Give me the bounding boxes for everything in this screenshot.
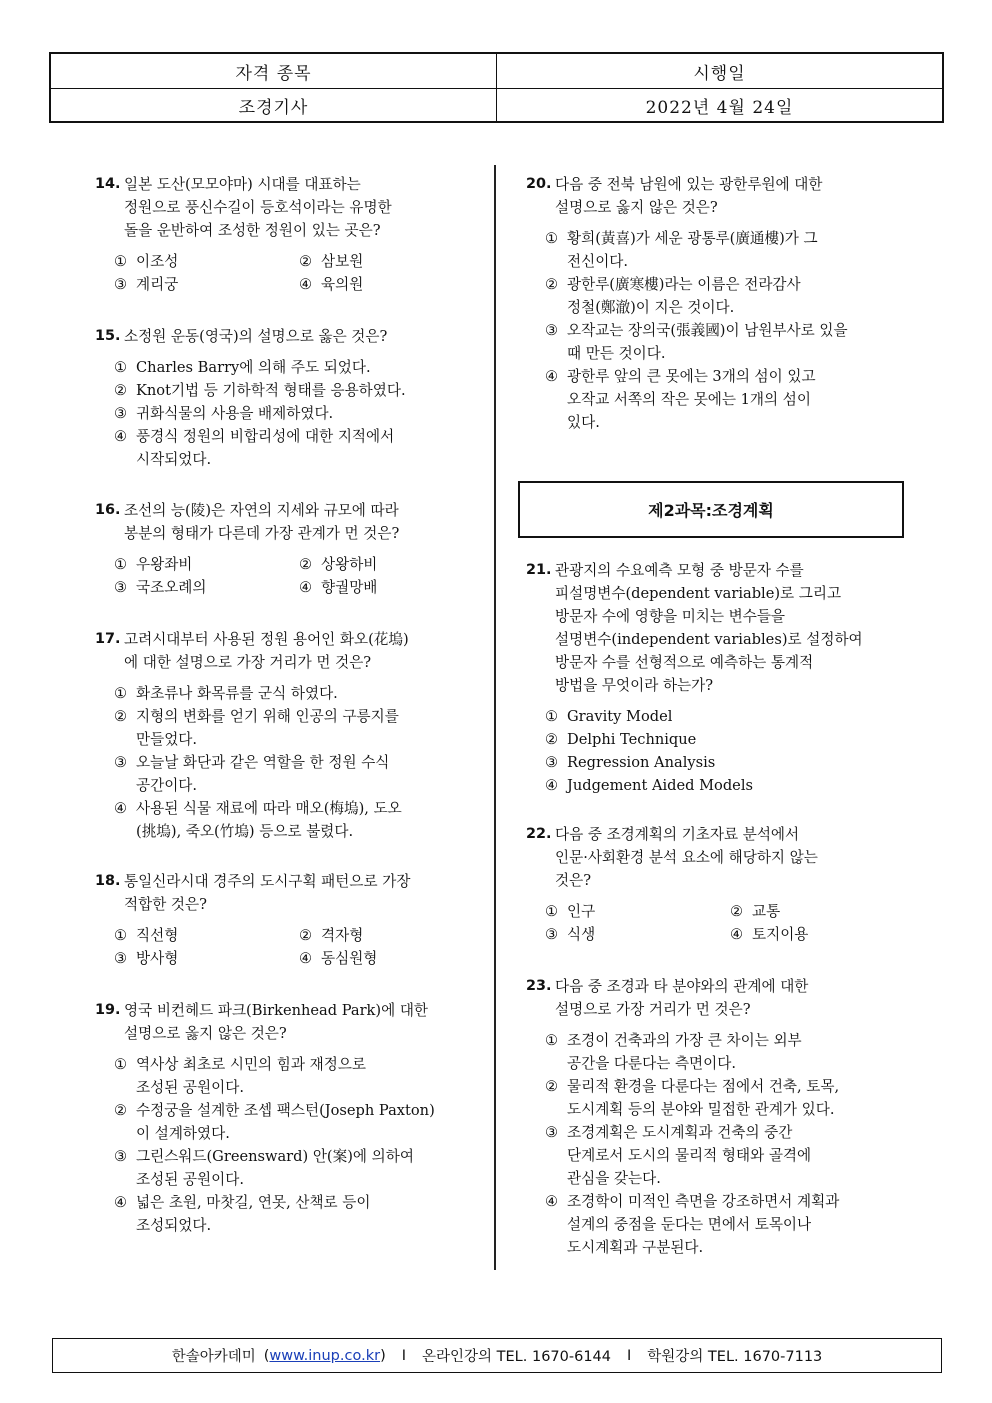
option-marker: ②: [730, 903, 744, 920]
answer-option[interactable]: [545, 1121, 911, 1190]
option-text-line: 정철(鄭澈)이 지은 것이다.: [567, 299, 735, 316]
question-stem-line: 설명으로 옳지 않은 것은?: [124, 1025, 287, 1042]
answer-option[interactable]: [114, 273, 299, 296]
option-text-line: 조경계획은 도시계획과 건축의 중간: [567, 1124, 793, 1141]
question-stem-line: 에 대한 설명으로 가장 거리가 먼 것은?: [124, 654, 372, 671]
footer-offline-phone: 학원강의 TEL. 1670-7113: [647, 1349, 823, 1365]
option-text: 격자형: [321, 927, 364, 944]
answer-option[interactable]: [114, 1145, 480, 1191]
option-marker: ①: [114, 253, 128, 270]
answer-options: [526, 1029, 911, 1259]
option-text-line: 관심을 갖는다.: [567, 1170, 661, 1187]
answer-option[interactable]: [299, 947, 484, 970]
question-stem: [95, 499, 480, 545]
question-stem-line: 통일신라시대 경주의 도시구획 패턴으로 가장: [124, 873, 411, 890]
question-stem-line: 인문·사회환경 분석 요소에 해당하지 않는: [555, 849, 818, 866]
answer-option[interactable]: [114, 705, 480, 751]
option-text: 삼보원: [321, 253, 364, 270]
answer-option[interactable]: [114, 797, 480, 843]
option-text-line: 이 설계하였다.: [136, 1125, 230, 1142]
question-stem-line: 조선의 능(陵)은 자연의 지세와 규모에 따라: [124, 502, 399, 519]
option-text-line: 있다.: [567, 414, 600, 431]
answer-option[interactable]: [545, 1190, 911, 1259]
answer-option[interactable]: [299, 250, 484, 273]
option-text: 식생: [567, 926, 596, 943]
answer-option[interactable]: [114, 751, 480, 797]
option-text-line: 조성되었다.: [136, 1217, 212, 1234]
option-marker: ②: [114, 708, 128, 725]
answer-option[interactable]: [114, 924, 299, 947]
option-marker: ①: [114, 685, 128, 702]
option-marker: ④: [730, 926, 744, 943]
answer-option[interactable]: [545, 900, 730, 923]
question-number: 17.: [95, 631, 121, 647]
option-text-line: 오늘날 화단과 같은 역할을 한 정원 수식: [136, 754, 390, 771]
question-stem: [526, 559, 911, 697]
option-marker: ④: [114, 800, 128, 817]
question-stem: [95, 870, 480, 916]
question-17: [95, 628, 480, 843]
answer-option[interactable]: [545, 319, 911, 365]
option-text-line: 물리적 환경을 다룬다는 점에서 건축, 토목,: [567, 1078, 840, 1095]
question-stem-line: 봉분의 형태가 다른데 가장 관계가 먼 것은?: [124, 525, 400, 542]
option-text-line: 전신이다.: [567, 253, 629, 270]
option-text-line: 설계의 중점을 둔다는 면에서 토목이나: [567, 1216, 812, 1233]
question-number: 16.: [95, 502, 121, 518]
option-text-line: 화초류나 화목류를 군식 하였다.: [136, 685, 338, 702]
answer-options: [526, 227, 911, 434]
question-stem-line: 정원으로 풍신수길이 등호석이라는 유명한: [124, 199, 392, 216]
option-marker: ④: [545, 1193, 559, 1210]
answer-option[interactable]: [545, 728, 911, 751]
answer-option[interactable]: [545, 923, 730, 946]
question-stem-line: 설명변수(independent variables)로 설정하여: [555, 631, 863, 648]
option-text-line: 오작교 서쪽의 작은 못에는 1개의 섬이: [567, 391, 811, 408]
option-marker: ①: [545, 708, 559, 725]
option-marker: ③: [545, 754, 559, 771]
answer-option[interactable]: [114, 425, 480, 471]
option-marker: ②: [299, 927, 313, 944]
answer-option[interactable]: [114, 553, 299, 576]
question-stem: [95, 325, 480, 348]
option-text-line: 도시계획과 구분된다.: [567, 1239, 704, 1256]
answer-option[interactable]: [730, 900, 915, 923]
question-stem-line: 영국 비컨헤드 파크(Birkenhead Park)에 대한: [124, 1002, 429, 1019]
question-stem-line: 다음 중 전북 남원에 있는 광한루원에 대한: [555, 176, 823, 193]
question-stem-line: 피설명변수(dependent variable)로 그리고: [555, 585, 842, 602]
option-text-line: 지형의 변화를 얻기 위해 인공의 구릉지를: [136, 708, 399, 725]
option-text: 국조오례의: [136, 579, 207, 596]
option-marker: ③: [114, 276, 128, 293]
option-text-line: 역사상 최초로 시민의 힘과 재정으로: [136, 1056, 367, 1073]
question-stem-line: 다음 중 조경과 타 분야와의 관계에 대한: [555, 978, 809, 995]
option-marker: ①: [545, 1032, 559, 1049]
option-marker: ①: [114, 359, 128, 376]
option-marker: ②: [114, 382, 128, 399]
question-stem-line: 설명으로 옳지 않은 것은?: [555, 199, 718, 216]
answer-options: [526, 900, 911, 946]
option-marker: ③: [545, 926, 559, 943]
question-20: [526, 173, 911, 434]
answer-options: [95, 924, 480, 970]
question-14: [95, 173, 480, 296]
option-text: 토지이용: [752, 926, 809, 943]
option-marker: ④: [114, 428, 128, 445]
answer-option[interactable]: [114, 682, 480, 705]
option-text-line: Delphi Technique: [567, 731, 697, 748]
option-text-line: 사용된 식물 재료에 따라 매오(梅塢), 도오: [136, 800, 402, 817]
question-stem-line: 적합한 것은?: [124, 896, 207, 913]
option-text-line: 수정궁을 설계한 조셉 팩스턴(Joseph Paxton): [136, 1102, 435, 1119]
question-stem: [95, 628, 480, 674]
question-number: 22.: [526, 826, 552, 842]
question-stem-line: 고려시대부터 사용된 정원 용어인 화오(花塢): [124, 631, 409, 648]
option-text: 교통: [752, 903, 781, 920]
question-15: [95, 325, 480, 471]
option-text-line: 만들었다.: [136, 731, 198, 748]
answer-options: [95, 553, 480, 599]
option-marker: ①: [545, 903, 559, 920]
question-stem: [526, 173, 911, 219]
option-text-line: Gravity Model: [567, 708, 673, 725]
exam-category-label: 자격 종목: [235, 63, 312, 84]
question-stem-line: 관광지의 수요예측 모형 중 방문자 수를: [555, 562, 804, 579]
answer-option[interactable]: [545, 273, 911, 319]
answer-option[interactable]: [545, 365, 911, 434]
question-stem-line: 것은?: [555, 872, 592, 889]
question-stem-line: 방문자 수를 선형적으로 예측하는 통계적: [555, 654, 814, 671]
exam-info-value-row: [51, 88, 942, 123]
option-marker: ④: [299, 276, 313, 293]
option-marker: ①: [114, 1056, 128, 1073]
answer-options: [526, 705, 911, 797]
option-marker: ③: [114, 754, 128, 771]
option-text-line: 광한루(廣寒樓)라는 이름은 전라감사: [567, 276, 801, 293]
question-stem-line: 소정원 운동(영국)의 설명으로 옳은 것은?: [124, 328, 388, 345]
question-number: 19.: [95, 1002, 121, 1018]
option-text-line: 조성된 공원이다.: [136, 1171, 244, 1188]
option-text-line: 그린스워드(Greensward) 안(案)에 의하여: [136, 1148, 414, 1165]
answer-option[interactable]: [114, 947, 299, 970]
option-text: 이조성: [136, 253, 179, 270]
question-number: 15.: [95, 328, 121, 344]
option-marker: ②: [114, 1102, 128, 1119]
option-text-line: 공간이다.: [136, 777, 198, 794]
option-text: 육의원: [321, 276, 364, 293]
option-text-line: 도시계획 등의 분야와 밀접한 관계가 있다.: [567, 1101, 835, 1118]
option-marker: ③: [545, 322, 559, 339]
question-21: [526, 559, 911, 797]
answer-options: [95, 250, 480, 296]
answer-option[interactable]: [114, 379, 480, 402]
option-marker: ①: [545, 230, 559, 247]
option-text-line: 시작되었다.: [136, 451, 212, 468]
question-number: 20.: [526, 176, 552, 192]
option-text: 상왕하비: [321, 556, 378, 573]
answer-option[interactable]: [299, 576, 484, 599]
answer-option[interactable]: [545, 227, 911, 273]
option-text-line: 조경학이 미적인 측면을 강조하면서 계획과: [567, 1193, 840, 1210]
answer-options: [95, 1053, 480, 1237]
footer-online-phone: 온라인강의 TEL. 1670-6144: [422, 1349, 612, 1365]
question-number: 23.: [526, 978, 552, 994]
question-stem: [95, 173, 480, 242]
footer-separator-1: I: [401, 1347, 407, 1364]
option-text-line: 조성된 공원이다.: [136, 1079, 244, 1096]
answer-option[interactable]: [114, 250, 299, 273]
option-marker: ③: [545, 1124, 559, 1141]
answer-options: [95, 356, 480, 471]
footer-url-wrap: (www.inup.co.kr): [263, 1347, 386, 1364]
question-number: 18.: [95, 873, 121, 889]
exam-date-value: 2022년 4월 24일: [496, 88, 942, 123]
option-text: 동심원형: [321, 950, 378, 967]
option-text-line: Knot기법 등 기하학적 형태를 응용하였다.: [136, 382, 406, 399]
option-text-line: Judgement Aided Models: [567, 777, 753, 794]
answer-option[interactable]: [299, 924, 484, 947]
option-marker: ②: [299, 556, 313, 573]
answer-option[interactable]: [114, 402, 480, 425]
answer-option[interactable]: [545, 751, 911, 774]
answer-option[interactable]: [730, 923, 915, 946]
question-stem: [526, 823, 911, 892]
question-22: [526, 823, 911, 946]
question-stem-line: 방문자 수에 영향을 미치는 변수들을: [555, 608, 786, 625]
option-marker: ③: [114, 579, 128, 596]
option-text-line: 넓은 초원, 마찻길, 연못, 산책로 등이: [136, 1194, 371, 1211]
answer-option[interactable]: [114, 1099, 480, 1145]
answer-option[interactable]: [545, 1075, 911, 1121]
option-text: 인구: [567, 903, 596, 920]
answer-option[interactable]: [299, 273, 484, 296]
option-marker: ④: [299, 950, 313, 967]
exam-date-label: 시행일: [496, 54, 942, 88]
answer-option[interactable]: [114, 356, 480, 379]
option-text-line: 단계로서 도시의 물리적 형태와 골격에: [567, 1147, 812, 1164]
option-marker: ④: [114, 1194, 128, 1211]
option-text-line: 공간을 다룬다는 측면이다.: [567, 1055, 736, 1072]
exam-info-header-row: [51, 54, 942, 89]
option-text: 향궐망배: [321, 579, 378, 596]
question-18: [95, 870, 480, 970]
option-text: 계리궁: [136, 276, 179, 293]
option-text: 직선형: [136, 927, 179, 944]
answer-options: [95, 682, 480, 843]
footer: [52, 1338, 942, 1373]
answer-option[interactable]: [299, 553, 484, 576]
option-marker: ②: [545, 731, 559, 748]
option-text-line: 황희(黃喜)가 세운 광통루(廣通樓)가 그: [567, 230, 818, 247]
footer-separator-2: I: [627, 1347, 632, 1364]
option-marker: ④: [545, 777, 559, 794]
option-marker: ③: [114, 950, 128, 967]
answer-option[interactable]: [545, 774, 911, 797]
footer-url-link[interactable]: www.inup.co.kr: [269, 1347, 381, 1364]
footer-academy: 한솔아카데미: [171, 1349, 256, 1365]
option-text: 방사형: [136, 950, 179, 967]
answer-option[interactable]: [114, 576, 299, 599]
option-text-line: 때 만든 것이다.: [567, 345, 666, 362]
option-marker: ④: [299, 579, 313, 596]
question-stem: [526, 975, 911, 1021]
option-marker: ④: [545, 368, 559, 385]
option-text-line: 광한루 앞의 큰 못에는 3개의 섬이 있고: [567, 368, 816, 385]
option-marker: ②: [299, 253, 313, 270]
section-title: 제2과목:조경계획: [518, 481, 904, 538]
option-text-line: 풍경식 정원의 비합리성에 대한 지적에서: [136, 428, 395, 445]
question-23: [526, 975, 911, 1259]
option-text: 우왕좌비: [136, 556, 193, 573]
option-marker: ③: [114, 405, 128, 422]
option-text-line: Charles Barry에 의해 주도 되었다.: [136, 359, 371, 376]
question-number: 21.: [526, 562, 552, 578]
question-stem-line: 방법을 무엇이라 하는가?: [555, 677, 714, 694]
option-marker: ②: [545, 1078, 559, 1095]
option-marker: ③: [114, 1148, 128, 1165]
option-text-line: 오작교는 장의국(張義國)이 남원부사로 있을: [567, 322, 848, 339]
option-text-line: Regression Analysis: [567, 754, 716, 771]
answer-option[interactable]: [114, 1191, 480, 1237]
option-text-line: 귀화식물의 사용을 배제하였다.: [136, 405, 334, 422]
option-marker: ①: [114, 927, 128, 944]
question-number: 14.: [95, 176, 121, 192]
question-19: [95, 999, 480, 1237]
answer-option[interactable]: [114, 1053, 480, 1099]
question-stem-line: 설명으로 가장 거리가 먼 것은?: [555, 1001, 751, 1018]
question-16: [95, 499, 480, 599]
question-stem-line: 돌을 운반하여 조성한 정원이 있는 곳은?: [124, 222, 381, 239]
exam-info-table: [49, 52, 944, 123]
answer-option[interactable]: [545, 1029, 911, 1075]
question-stem: [95, 999, 480, 1045]
option-marker: ①: [114, 556, 128, 573]
option-text-line: 조경이 건축과의 가장 큰 차이는 외부: [567, 1032, 802, 1049]
option-marker: ②: [545, 276, 559, 293]
column-divider: [494, 165, 496, 1270]
option-text-line: (挑塢), 죽오(竹塢) 등으로 불렸다.: [136, 823, 354, 840]
exam-category-value: 조경기사: [238, 98, 309, 118]
question-stem-line: 다음 중 조경계획의 기초자료 분석에서: [555, 826, 800, 843]
answer-option[interactable]: [545, 705, 911, 728]
question-stem-line: 일본 도산(모모야마) 시대를 대표하는: [124, 176, 361, 193]
